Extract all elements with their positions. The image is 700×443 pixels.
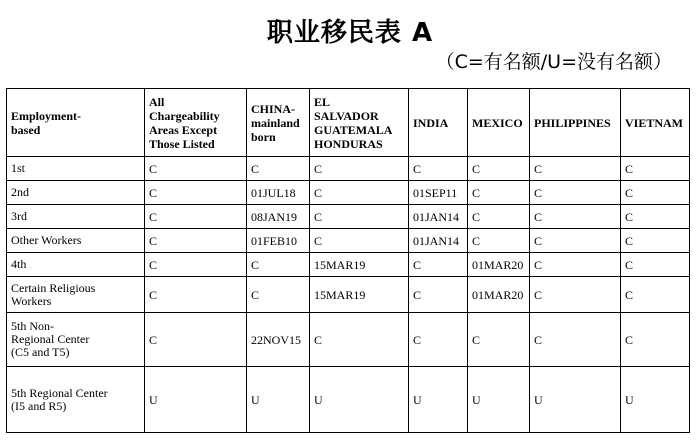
table-row xyxy=(7,157,690,181)
date-cell: C xyxy=(468,205,530,229)
date-cell: C xyxy=(310,181,409,205)
date-cell: C xyxy=(621,157,690,181)
date-cell: C xyxy=(409,313,468,367)
column-header: All Chargeability Areas Except Those Listed xyxy=(145,89,247,157)
visa-bulletin-table xyxy=(6,88,690,433)
category-cell: 5th Non- Regional Center (C5 and T5) xyxy=(7,313,145,367)
column-header: Employment- based xyxy=(7,89,145,157)
date-cell: 01MAR20 xyxy=(468,277,530,313)
date-cell: 01JAN14 xyxy=(409,205,468,229)
date-cell: C xyxy=(530,277,621,313)
date-cell: 15MAR19 xyxy=(310,277,409,313)
table-header-row xyxy=(7,89,690,157)
date-cell: C xyxy=(468,157,530,181)
table-row xyxy=(7,277,690,313)
date-cell: C xyxy=(145,229,247,253)
date-cell: U xyxy=(621,367,690,433)
table-row xyxy=(7,205,690,229)
page-title: 职业移民表 A xyxy=(266,18,434,48)
table-body xyxy=(7,157,690,433)
category-cell: 4th xyxy=(7,253,145,277)
date-cell: C xyxy=(530,313,621,367)
date-cell: C xyxy=(468,229,530,253)
date-cell: C xyxy=(409,277,468,313)
date-cell: C xyxy=(621,253,690,277)
date-cell: C xyxy=(530,157,621,181)
date-cell: C xyxy=(530,181,621,205)
column-header: EL SALVADOR GUATEMALA HONDURAS xyxy=(310,89,409,157)
table-row xyxy=(7,367,690,433)
date-cell: C xyxy=(145,253,247,277)
date-cell: 15MAR19 xyxy=(310,253,409,277)
date-cell: C xyxy=(621,181,690,205)
date-cell: C xyxy=(145,205,247,229)
date-cell: C xyxy=(310,205,409,229)
date-cell: 22NOV15 xyxy=(247,313,310,367)
date-cell: C xyxy=(530,253,621,277)
date-cell: C xyxy=(621,277,690,313)
date-cell: C xyxy=(468,313,530,367)
date-cell: 01JUL18 xyxy=(247,181,310,205)
column-header: MEXICO xyxy=(468,89,530,157)
date-cell: C xyxy=(468,181,530,205)
table-row xyxy=(7,229,690,253)
date-cell: C xyxy=(145,277,247,313)
column-header: CHINA- mainland born xyxy=(247,89,310,157)
date-cell: 01FEB10 xyxy=(247,229,310,253)
category-cell: 1st xyxy=(7,157,145,181)
date-cell: U xyxy=(310,367,409,433)
category-cell: Certain Religious Workers xyxy=(7,277,145,313)
date-cell: U xyxy=(145,367,247,433)
date-cell: 01MAR20 xyxy=(468,253,530,277)
date-cell: C xyxy=(621,313,690,367)
date-cell: C xyxy=(409,157,468,181)
date-cell: C xyxy=(145,181,247,205)
category-cell: 3rd xyxy=(7,205,145,229)
category-cell: 5th Regional Center (I5 and R5) xyxy=(7,367,145,433)
date-cell: U xyxy=(247,367,310,433)
table-row xyxy=(7,313,690,367)
category-cell: Other Workers xyxy=(7,229,145,253)
date-cell: C xyxy=(530,205,621,229)
date-cell: U xyxy=(530,367,621,433)
table-row xyxy=(7,253,690,277)
column-header: VIETNAM xyxy=(621,89,690,157)
date-cell: U xyxy=(468,367,530,433)
date-cell: C xyxy=(530,229,621,253)
date-cell: 08JAN19 xyxy=(247,205,310,229)
table-row xyxy=(7,181,690,205)
date-cell: C xyxy=(145,313,247,367)
column-header: PHILIPPINES xyxy=(530,89,621,157)
date-cell: C xyxy=(621,205,690,229)
date-cell: 01SEP11 xyxy=(409,181,468,205)
category-cell: 2nd xyxy=(7,181,145,205)
date-cell: C xyxy=(310,313,409,367)
date-cell: U xyxy=(409,367,468,433)
date-cell: 01JAN14 xyxy=(409,229,468,253)
date-cell: C xyxy=(247,253,310,277)
date-cell: C xyxy=(621,229,690,253)
column-header: INDIA xyxy=(409,89,468,157)
date-cell: C xyxy=(409,253,468,277)
date-cell: C xyxy=(247,277,310,313)
date-cell: C xyxy=(145,157,247,181)
date-cell: C xyxy=(247,157,310,181)
date-cell: C xyxy=(310,229,409,253)
date-cell: C xyxy=(310,157,409,181)
page-subtitle: （C=有名额/U=没有名额） xyxy=(435,51,672,73)
